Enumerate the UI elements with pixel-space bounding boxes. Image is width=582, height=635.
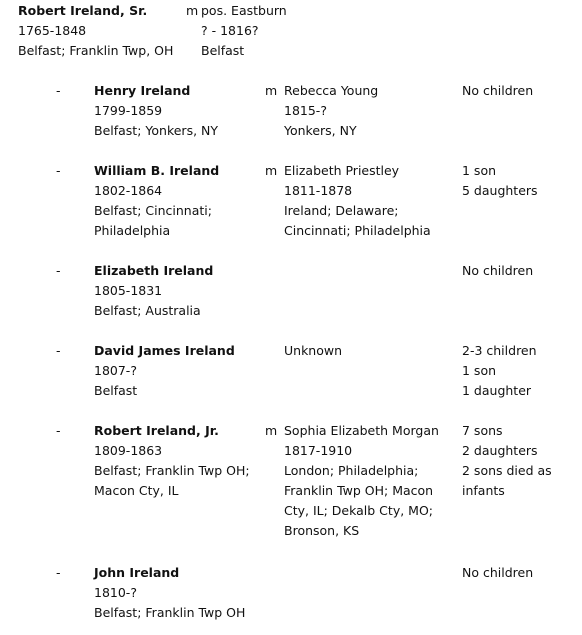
spouse-places: Cincinnati; Philadelphia: [284, 223, 431, 238]
spouse-name: Elizabeth Priestley: [284, 163, 400, 178]
married-marker: m: [265, 83, 278, 98]
child-name: Henry Ireland: [94, 83, 191, 98]
child-places: Macon Cty, IL: [94, 483, 179, 498]
issue-line: 5 daughters: [462, 183, 538, 198]
spouse-dates: 1811-1878: [284, 183, 353, 198]
issue-line: No children: [462, 263, 534, 278]
child-dates: 1807-?: [94, 363, 137, 378]
head-spouse-name: pos. Eastburn: [201, 3, 287, 18]
issue-line: 2 daughters: [462, 443, 538, 458]
head-name: Robert Ireland, Sr.: [18, 3, 148, 18]
child-places: Philadelphia: [94, 223, 171, 238]
issue-line: 1 daughter: [462, 383, 532, 398]
issue-line: 2 sons died as: [462, 463, 552, 478]
child-places: Belfast; Franklin Twp OH;: [94, 463, 250, 478]
issue-line: 1 son: [462, 163, 497, 178]
spouse-places: Cty, IL; Dekalb Cty, MO;: [284, 503, 433, 518]
spouse-name: Sophia Elizabeth Morgan: [284, 423, 439, 438]
child-dash: -: [56, 565, 61, 580]
issue-line: No children: [462, 83, 534, 98]
child-dates: 1810-?: [94, 585, 137, 600]
head-dates: 1765-1848: [18, 23, 87, 38]
issue-line: 1 son: [462, 363, 497, 378]
child-dates: 1805-1831: [94, 283, 163, 298]
married-marker: m: [265, 163, 278, 178]
head-married-marker: m: [186, 3, 199, 18]
spouse-dates: 1815-?: [284, 103, 327, 118]
head-spouse-dates: ? - 1816?: [201, 23, 259, 38]
child-name: William B. Ireland: [94, 163, 220, 178]
spouse-name: Rebecca Young: [284, 83, 379, 98]
child-dates: 1802-1864: [94, 183, 163, 198]
child-places: Belfast: [94, 383, 138, 398]
issue-line: infants: [462, 483, 505, 498]
child-places: Belfast; Yonkers, NY: [94, 123, 219, 138]
child-dash: -: [56, 163, 61, 178]
spouse-dates: 1817-1910: [284, 443, 353, 458]
issue-line: 7 sons: [462, 423, 503, 438]
child-dash: -: [56, 83, 61, 98]
spouse-places: Bronson, KS: [284, 523, 360, 538]
child-dates: 1799-1859: [94, 103, 163, 118]
spouse-name: Unknown: [284, 343, 343, 358]
child-name: Elizabeth Ireland: [94, 263, 214, 278]
child-name: David James Ireland: [94, 343, 235, 358]
issue-line: 2-3 children: [462, 343, 537, 358]
head-places: Belfast; Franklin Twp, OH: [18, 43, 174, 58]
child-dash: -: [56, 263, 61, 278]
child-places: Belfast; Franklin Twp OH: [94, 605, 246, 620]
spouse-places: Franklin Twp OH; Macon: [284, 483, 434, 498]
child-dash: -: [56, 423, 61, 438]
child-name: Robert Ireland, Jr.: [94, 423, 219, 438]
spouse-places: Yonkers, NY: [284, 123, 357, 138]
issue-line: No children: [462, 565, 534, 580]
child-dash: -: [56, 343, 61, 358]
child-places: Belfast; Australia: [94, 303, 201, 318]
child-dates: 1809-1863: [94, 443, 163, 458]
head-spouse-places: Belfast: [201, 43, 245, 58]
child-places: Belfast; Cincinnati;: [94, 203, 212, 218]
spouse-places: London; Philadelphia;: [284, 463, 419, 478]
child-name: John Ireland: [94, 565, 180, 580]
married-marker: m: [265, 423, 278, 438]
spouse-places: Ireland; Delaware;: [284, 203, 399, 218]
